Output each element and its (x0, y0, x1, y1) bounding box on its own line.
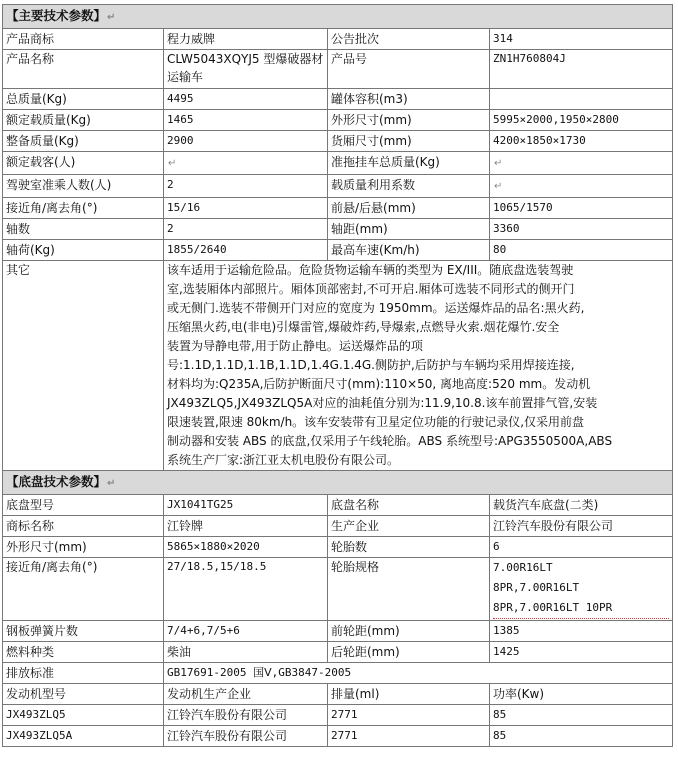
cargo-label: 货厢尺寸(mm) (328, 131, 490, 152)
cab-label: 驾驶室准乘人数(人) (3, 175, 164, 198)
front-track-label: 前轮距(mm) (328, 621, 490, 642)
chassis-maker-value: 江铃汽车股份有限公司 (490, 516, 673, 537)
tire-spec-value (490, 558, 673, 621)
other-line: 或无侧门.选装不带侧开门对应的宽度为 1950mm。运送爆炸品的品名:黑火药, (167, 301, 585, 315)
engine-power: 85 (490, 705, 673, 726)
axles-value: 2 (164, 219, 328, 240)
tank-value (490, 89, 673, 110)
chassis-brand-label: 商标名称 (3, 516, 164, 537)
engine-model-header: 发动机型号 (3, 684, 164, 705)
chassis-dims-value: 5865×1880×2020 (164, 537, 328, 558)
other-line: 制动器和安装 ABS 的底盘,仅采用子午线轮胎。ABS 系统型号:APG3550500A,ABS (167, 434, 613, 448)
other-line: 材料均为:Q235A,后防护断面尺寸(mm):110×50, 离地高度:520 mm。发动机 (167, 377, 591, 391)
chassis-brand-value: 江铃牌 (164, 516, 328, 537)
emission-label: 排放标准 (3, 663, 164, 684)
rear-track-value: 1425 (490, 642, 673, 663)
other-line: 号:1.1D,1.1D,1.1B,1.1D,1.4G.1.4G.侧防护,后防护与车辆均采用焊接连接, (167, 358, 575, 372)
other-line: 装置为导静电带,用于防止静电。运送爆炸品的项 (167, 339, 423, 353)
rated-load-value: 1465 (164, 110, 328, 131)
tire-spec-line: 8PR,7.00R16LT (493, 581, 580, 594)
chassis-angle-value: 27/18.5,15/18.5 (164, 558, 328, 621)
trailer-label: 准拖挂车总质量(Kg) (328, 152, 490, 175)
cab-value: 2 (164, 175, 328, 198)
emission-value: GB17691-2005 国Ⅴ,GB3847-2005 (164, 663, 673, 684)
table-row (3, 50, 673, 89)
tires-count-value: 6 (490, 537, 673, 558)
spec-table (2, 4, 673, 747)
engine-header-row (3, 684, 673, 705)
curb-value: 2900 (164, 131, 328, 152)
other-line: 系统生产厂家:浙江亚太机电股份有限公司。 (167, 453, 400, 467)
tech-header: 【主要技术参数】↵ (3, 5, 673, 29)
chassis-dims-label: 外形尺寸(mm) (3, 537, 164, 558)
rear-track-label: 后轮距(mm) (328, 642, 490, 663)
chassis-maker-label: 生产企业 (328, 516, 490, 537)
tire-spec-line: 8PR,7.00R16LT 10PR (493, 598, 669, 619)
tire-spec-line: 7.00R16LT (493, 561, 553, 574)
name-label: 产品名称 (3, 50, 164, 89)
table-row (3, 89, 673, 110)
other-line: 限速装置,限速 80km/h。该车安装带有卫星定位功能的行驶记录仪,仅采用前盘 (167, 415, 585, 429)
rated-load-label: 额定载质量(Kg) (3, 110, 164, 131)
product-no-value: ZN1H760804J (490, 50, 673, 89)
other-line: 压缩黑火药,电(非电)引爆雷管,爆破炸药,导爆索,点燃导火索.烟花爆竹.安全 (167, 320, 560, 334)
table-row (3, 131, 673, 152)
table-row (3, 261, 673, 471)
engine-maker-header: 发动机生产企业 (164, 684, 328, 705)
batch-label: 公告批次 (328, 29, 490, 50)
table-row (3, 558, 673, 621)
other-line: 室,选装厢体内部照片。厢体顶部密封,不可开启.厢体可选装不同形式的侧开门 (167, 282, 575, 296)
table-row (3, 537, 673, 558)
angle-value: 15/16 (164, 198, 328, 219)
engine-model: JX493ZLQ5 (3, 705, 164, 726)
total-mass-label: 总质量(Kg) (3, 89, 164, 110)
table-row (3, 219, 673, 240)
axles-label: 轴数 (3, 219, 164, 240)
tech-header-row (3, 5, 673, 29)
chassis-angle-label: 接近角/离去角(°) (3, 558, 164, 621)
other-label: 其它 (3, 261, 164, 471)
engine-maker: 江铃汽车股份有限公司 (164, 726, 328, 747)
speed-value: 80 (490, 240, 673, 261)
curb-label: 整备质量(Kg) (3, 131, 164, 152)
engine-power-header: 功率(Kw) (490, 684, 673, 705)
other-line: 该车适用于运输危险品。危险货物运输车辆的类型为 EX/III。随底盘选装驾驶 (167, 263, 574, 277)
table-row (3, 495, 673, 516)
wheelbase-value: 3360 (490, 219, 673, 240)
util-value: ↵ (490, 175, 673, 198)
batch-value: 314 (490, 29, 673, 50)
util-label: 载质量利用系数 (328, 175, 490, 198)
table-row (3, 642, 673, 663)
total-mass-value: 4495 (164, 89, 328, 110)
table-row (3, 240, 673, 261)
other-line: JX493ZLQ5,JX493ZLQ5A对应的油耗值分别为:11.9,10.8.该车前置排气管,安装 (167, 396, 598, 410)
engine-disp: 2771 (328, 705, 490, 726)
product-no-label: 产品号 (328, 50, 490, 89)
wheelbase-label: 轴距(mm) (328, 219, 490, 240)
name-value: CLW5043XQYJ5 型爆破器材运输车 (164, 50, 328, 89)
engine-disp: 2771 (328, 726, 490, 747)
engine-model: JX493ZLQ5A (3, 726, 164, 747)
dims-value: 5995×2000,1950×2800 (490, 110, 673, 131)
cargo-value: 4200×1850×1730 (490, 131, 673, 152)
spring-value: 7/4+6,7/5+6 (164, 621, 328, 642)
angle-label: 接近角/离去角(°) (3, 198, 164, 219)
passengers-label: 额定载客(人) (3, 152, 164, 175)
overhang-label: 前悬/后悬(mm) (328, 198, 490, 219)
table-row (3, 705, 673, 726)
table-row (3, 152, 673, 175)
brand-label: 产品商标 (3, 29, 164, 50)
fuel-label: 燃料种类 (3, 642, 164, 663)
front-track-value: 1385 (490, 621, 673, 642)
brand-value: 程力威牌 (164, 29, 328, 50)
spec-sheet (2, 4, 672, 747)
tank-label: 罐体容积(m3) (328, 89, 490, 110)
table-row (3, 29, 673, 50)
fuel-value: 柴油 (164, 642, 328, 663)
chassis-header: 【底盘技术参数】↵ (3, 471, 673, 495)
spring-label: 钢板弹簧片数 (3, 621, 164, 642)
table-row (3, 663, 673, 684)
speed-label: 最高车速(Km/h) (328, 240, 490, 261)
overhang-value: 1065/1570 (490, 198, 673, 219)
table-row (3, 726, 673, 747)
chassis-header-row (3, 471, 673, 495)
passengers-value: ↵ (164, 152, 328, 175)
tire-spec-label: 轮胎规格 (328, 558, 490, 621)
trailer-value: ↵ (490, 152, 673, 175)
chassis-model-label: 底盘型号 (3, 495, 164, 516)
engine-disp-header: 排量(ml) (328, 684, 490, 705)
tires-count-label: 轮胎数 (328, 537, 490, 558)
table-row (3, 516, 673, 537)
other-description (164, 261, 673, 471)
chassis-model-value: JX1041TG25 (164, 495, 328, 516)
chassis-name-value: 载货汽车底盘(二类) (490, 495, 673, 516)
table-row (3, 198, 673, 219)
table-row (3, 110, 673, 131)
engine-maker: 江铃汽车股份有限公司 (164, 705, 328, 726)
chassis-name-label: 底盘名称 (328, 495, 490, 516)
table-row (3, 175, 673, 198)
engine-power: 85 (490, 726, 673, 747)
axleload-value: 1855/2640 (164, 240, 328, 261)
axleload-label: 轴荷(Kg) (3, 240, 164, 261)
table-row (3, 621, 673, 642)
dims-label: 外形尺寸(mm) (328, 110, 490, 131)
